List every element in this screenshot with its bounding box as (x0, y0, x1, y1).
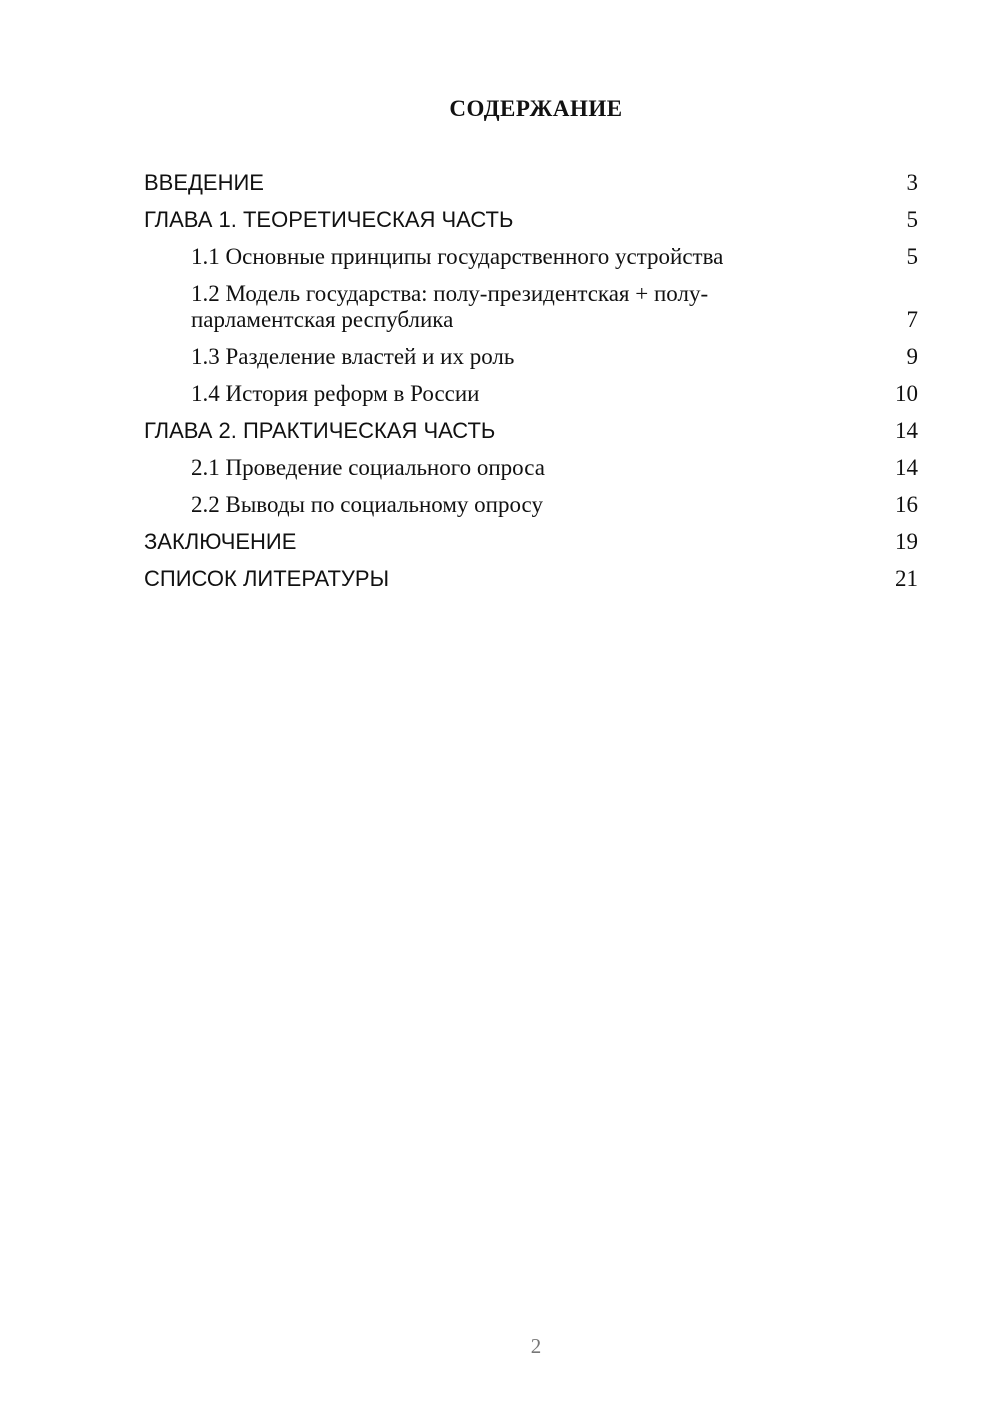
toc-entry-page: 14 (895, 455, 918, 480)
toc-entry-section-2-2[interactable] (144, 492, 918, 518)
toc-entry-page: 5 (906, 244, 918, 269)
toc-entry-page: 5 (906, 207, 918, 232)
toc-entry-chapter-2[interactable] (144, 418, 918, 444)
toc-entry-introduction[interactable] (144, 170, 918, 196)
toc-entry-text: 1.3 Разделение властей и их роль (191, 344, 515, 369)
toc-entry-text: ГЛАВА 2. ПРАКТИЧЕСКАЯ ЧАСТЬ (144, 418, 496, 443)
page-number: 2 (530, 1334, 542, 1358)
toc-entry-text: ВВЕДЕНИЕ (144, 170, 264, 195)
toc-entry-page: 19 (895, 529, 918, 554)
toc-title: СОДЕРЖАНИЕ (449, 96, 623, 121)
toc-entry-page: 7 (906, 307, 918, 332)
toc-entry-page: 14 (895, 418, 918, 443)
toc-entry-references[interactable] (144, 566, 918, 592)
toc-entry-text: 2.1 Проведение социального опроса (191, 455, 545, 480)
toc-entry-section-1-4[interactable] (144, 381, 918, 407)
toc-entry-page: 16 (895, 492, 918, 517)
toc-entry-conclusion[interactable] (144, 529, 918, 555)
toc-entry-page: 9 (906, 344, 918, 369)
toc-entry-page: 21 (895, 566, 918, 591)
table-of-contents (144, 170, 918, 603)
toc-entry-text: ЗАКЛЮЧЕНИЕ (144, 529, 297, 554)
toc-entry-text: 2.2 Выводы по социальному опросу (191, 492, 543, 517)
toc-entry-page: 10 (895, 381, 918, 406)
toc-entry-section-1-2[interactable] (144, 281, 918, 333)
toc-entry-text: 1.4 История реформ в России (191, 381, 480, 406)
toc-entry-chapter-1[interactable] (144, 207, 918, 233)
toc-entry-text: СПИСОК ЛИТЕРАТУРЫ (144, 566, 390, 591)
toc-entry-text: ГЛАВА 1. ТЕОРЕТИЧЕСКАЯ ЧАСТЬ (144, 207, 514, 232)
toc-entry-page: 3 (906, 170, 918, 195)
toc-entry-section-1-3[interactable] (144, 344, 918, 370)
toc-entry-text: 1.1 Основные принципы государственного устройства (191, 244, 724, 269)
toc-entry-section-1-1[interactable] (144, 244, 918, 270)
toc-entry-section-2-1[interactable] (144, 455, 918, 481)
toc-entry-text: 1.2 Модель государства: полу-президентская + полу-парламентская республика (191, 281, 709, 332)
